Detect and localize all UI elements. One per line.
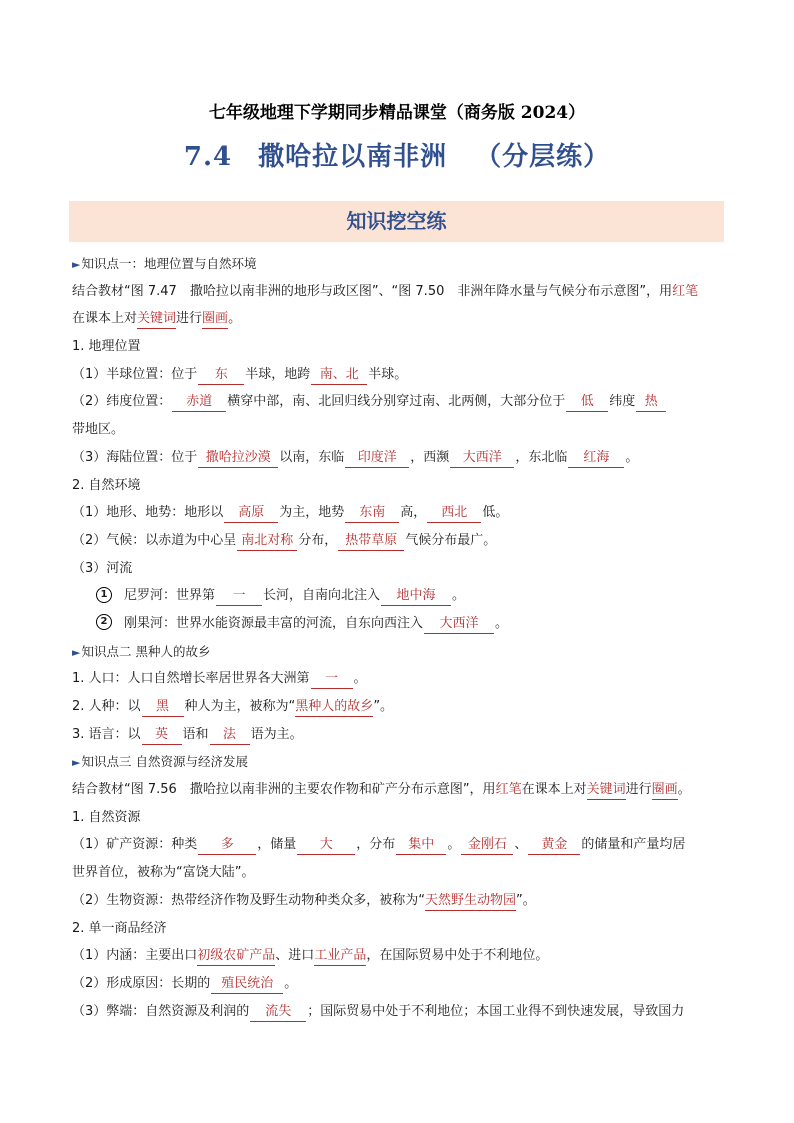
item-language: 3. 语言：以 英 语和 法 语为主。 [72, 721, 724, 749]
answer-blank: 殖民统治 [211, 975, 283, 994]
item-terrain: （1）地形、地势：地形以 高原 为主，地势 东南 高， 西北 低。 [72, 499, 724, 527]
item-rivers: （3）河流 [72, 560, 133, 576]
instruction-line: 结合教材“图 7.47 撒哈拉以南非洲的地形与政区图”、“图 7.50 非洲年降水量与气候分布示意图”，用红笔 [72, 283, 699, 299]
answer-blank: 赤道 [172, 393, 226, 412]
answer-blank: 黄金 [528, 836, 580, 855]
answer-blank: 一 [311, 670, 353, 689]
highlight-circle: 圈画 [652, 781, 678, 800]
answer-blank: 西北 [427, 504, 481, 523]
chapter-title [0, 136, 794, 173]
item-definition: （1）内涵：主要出口初级农矿产品、进口工业产品，在国际贸易中处于不利地位。 [72, 942, 724, 970]
section-banner: 知识挖空练 [69, 201, 724, 242]
answer-blank: 多 [198, 836, 256, 855]
answer-blank: 热 [636, 393, 666, 412]
answer-blank: 大西洋 [450, 449, 514, 468]
section-heading-2: ►知识点二 黑种人的故乡 [72, 643, 211, 659]
river-congo: 2 刚果河：世界水能资源最丰富的河流，自东向西注入 大西洋 。 [72, 610, 724, 638]
answer-blank: 金刚石 [461, 836, 513, 855]
answer-blank: 大西洋 [424, 615, 494, 634]
item-biology: （2）生物资源：热带经济作物及野生动物种类众多，被称为“天然野生动物园”。 [72, 887, 724, 915]
answer-blank: 流失 [250, 1003, 306, 1022]
highlight-keyword: 关键词 [137, 310, 176, 329]
instruction-line-cont: 在课本上对关键词进行圈画。 [72, 305, 724, 333]
circled-number-icon: 2 [96, 614, 112, 630]
worksheet-content [72, 250, 724, 1025]
instruction-line: 结合教材“图 7.56 撒哈拉以南非洲的主要农作物和矿产分布示意图”，用红笔在课本上对关键词进行圈画。 [72, 776, 724, 804]
item-hemisphere: （1）半球位置：位于 东 半球，地跨 南、北 半球。 [72, 361, 724, 389]
answer-blank: 印度洋 [345, 449, 409, 468]
answer-underline: 黑种人的故乡 [295, 698, 373, 717]
item-cause: （2）形成原因：长期的 殖民统治 。 [72, 970, 724, 998]
subtitle-resources: 1. 自然资源 [72, 809, 141, 825]
item-sea-land: （3）海陆位置：位于 撒哈拉沙漠 以南，东临 印度洋 ，西濒 大西洋 ，东北临 红海 。 [72, 444, 724, 472]
answer-blank: 红海 [568, 449, 624, 468]
answer-blank: 大 [297, 836, 355, 855]
answer-blank: 低 [566, 393, 608, 412]
item-population: 1. 人口：人口自然增长率居世界各大洲第 一 。 [72, 665, 724, 693]
item-climate: （2）气候：以赤道为中心呈 南北对称 分布， 热带草原 气候分布最广。 [72, 527, 724, 555]
answer-blank: 南、北 [311, 366, 367, 385]
triangle-bullet-icon: ► [72, 756, 81, 770]
answer-blank: 一 [216, 587, 262, 606]
answer-blank: 地中海 [381, 587, 451, 606]
section-heading-3: ►知识点三 自然资源与经济发展 [72, 754, 248, 770]
subtitle-single-economy: 2. 单一商品经济 [72, 920, 167, 936]
highlight-circle: 圈画 [202, 310, 228, 329]
item-minerals: （1）矿产资源：种类 多 ，储量 大 ，分布 集中 。 金刚石 、 黄金 的储量和产量均居 [72, 831, 724, 859]
highlight-red-pen: 红笔 [672, 283, 699, 299]
subtitle-environment: 2. 自然环境 [72, 477, 141, 493]
answer-blank: 法 [210, 726, 250, 745]
subtitle-location: 1. 地理位置 [72, 339, 141, 355]
triangle-bullet-icon: ► [72, 258, 81, 271]
highlight-red-pen: 红笔 [495, 782, 522, 798]
answer-blank: 英 [142, 726, 182, 745]
section-heading-1: ►知识点一：地理位置与自然环境 [72, 256, 257, 271]
chapter-number: 7.4 [183, 142, 233, 172]
answer-blank: 集中 [396, 836, 446, 855]
answer-blank: 高原 [224, 504, 278, 523]
triangle-bullet-icon: ► [72, 645, 81, 659]
circled-number-icon: 1 [96, 587, 112, 603]
answer-blank: 黑 [142, 698, 184, 717]
item-minerals-cont: 世界首位，被称为“富饶大陆”。 [72, 865, 255, 881]
answer-underline: 天然野生动物园 [425, 892, 516, 911]
answer-blank: 南北对称 [237, 532, 297, 551]
river-nile: 1 尼罗河：世界第 一 长河，自南向北注入 地中海 。 [72, 582, 724, 610]
answer-blank: 热带草原 [338, 532, 404, 551]
chapter-name: 撒哈拉以南非洲 [258, 142, 448, 172]
answer-blank: 撒哈拉沙漠 [198, 449, 278, 468]
answer-blank: 东南 [345, 504, 399, 523]
chapter-subtitle: （分层练） [475, 142, 611, 172]
item-latitude: （2）纬度位置： 赤道 横穿中部，南、北回归线分别穿过南、北两侧，大部分位于 低 纬度 热 [72, 388, 724, 416]
page-header: 七年级地理下学期同步精品课堂（商务版 2024） [208, 103, 586, 123]
item-race: 2. 人种：以 黑 种人为主，被称为“黑种人的故乡”。 [72, 693, 724, 721]
item-latitude-cont: 带地区。 [72, 422, 125, 438]
answer-underline: 工业产品 [314, 947, 366, 966]
answer-blank: 东 [198, 366, 244, 385]
highlight-keyword: 关键词 [587, 781, 626, 800]
item-drawbacks: （3）弊端：自然资源及利润的 流失 ；国际贸易中处于不利地位；本国工业得不到快速发展，导致国力 [72, 998, 724, 1026]
answer-underline: 初级农矿产品 [197, 947, 275, 966]
